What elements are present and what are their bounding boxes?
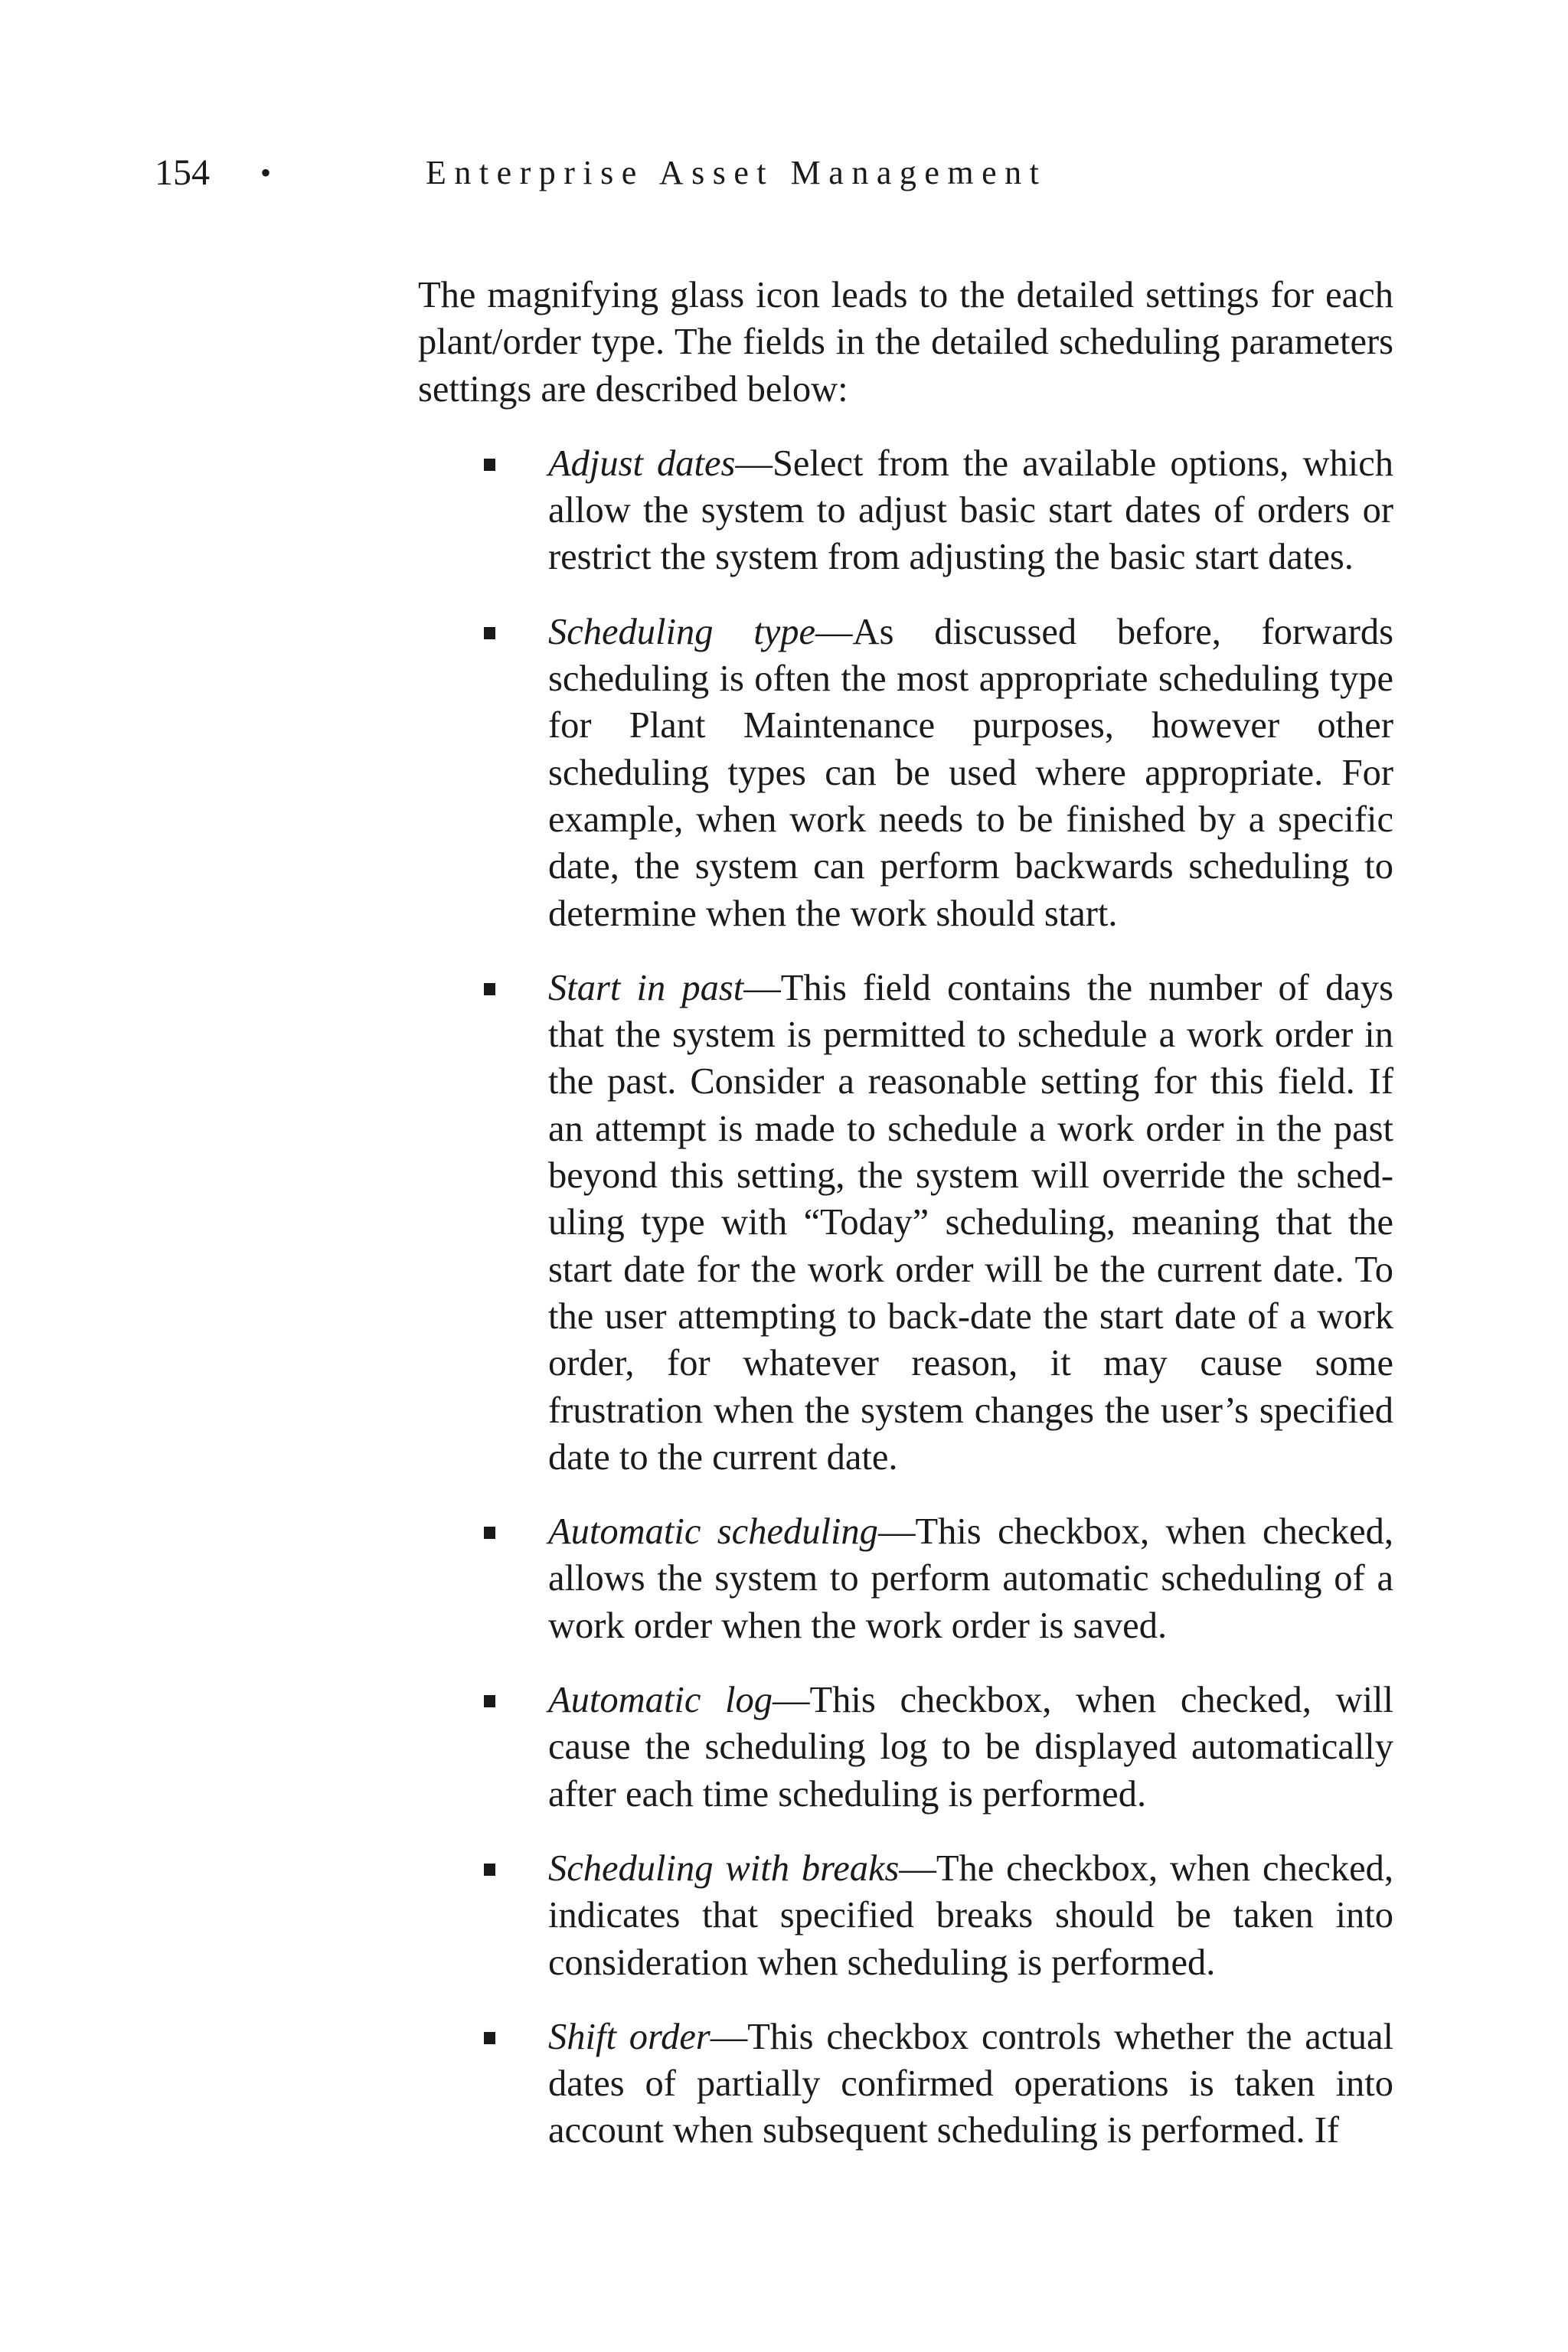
page-number: 154 [155, 152, 210, 193]
list-item [418, 1845, 1393, 1986]
item-term: Automatic scheduling [548, 1511, 878, 1553]
item-term: Automatic log [548, 1680, 773, 1721]
item-description: —Select from the available options, which allow the system to adjust basic start dates of orders or restrict the system from adjusting the basic start dates. [548, 443, 1393, 578]
list-item [418, 609, 1393, 937]
list-item [418, 965, 1393, 1481]
item-description: —This checkbox controls whether the actual dates of partially confirmed operations is taken into account when subsequent scheduling is performed. If [548, 2016, 1393, 2151]
square-bullet-icon [484, 1864, 495, 1876]
list-item [418, 1508, 1393, 1649]
square-bullet-icon [484, 2032, 495, 2044]
list-item [418, 2014, 1393, 2154]
scheduling-parameters-list [418, 440, 1393, 2154]
square-bullet-icon [484, 1695, 495, 1707]
square-bullet-icon [484, 627, 495, 639]
square-bullet-icon [484, 983, 495, 995]
item-term: Scheduling type [548, 611, 816, 652]
body-text [418, 272, 1393, 2182]
item-term: Start in past [548, 967, 744, 1008]
square-bullet-icon [484, 1527, 495, 1539]
item-term: Scheduling with breaks [548, 1847, 900, 1889]
square-bullet-icon [484, 459, 495, 471]
header-separator: • [260, 155, 272, 190]
item-description: —The checkbox, when checked, indicates that specified breaks should be taken into consideration when scheduling is performed. [548, 1847, 1393, 1983]
book-title: Enterprise Asset Management [426, 154, 1047, 191]
item-term: Shift order [548, 2016, 710, 2057]
running-head [0, 150, 1568, 196]
intro-paragraph: The magnifying glass icon leads to the detailed settings for each plant/order type. The fields in the detailed scheduling parameters settings are described below: [418, 275, 1393, 410]
item-description: —This checkbox, when checked, allows the system to perform automatic scheduling of a work order when the work order is saved. [548, 1511, 1393, 1646]
list-item [418, 440, 1393, 581]
item-description: —As discussed before, forwards scheduling is often the most appropriate scheduling type for Plant Maintenance purposes, however other scheduling types can be used where appropriate. For example, when work needs to be finished by a specific date, the system can perform backwards scheduling to determine when the work should start. [548, 611, 1393, 934]
list-item [418, 1677, 1393, 1818]
item-description: —This field contains the number of days that the system is permitted to schedule a work order in the past. Consider a reasonable setting for this field. If an attempt is made to schedule a work order in the past beyond this setting, the system will override the scheduling type with “Today” scheduling, meaning that the start date for the work order will be the current date. To the user attempting to back-date the start date of a work order, for whatever reason, it may cause some frustration when the system changes the user’s specified date to the current date. [548, 967, 1393, 1478]
item-term: Adjust dates [548, 443, 736, 484]
item-description: —This checkbox, when checked, will cause the scheduling log to be displayed automatically after each time scheduling is performed. [548, 1680, 1393, 1815]
